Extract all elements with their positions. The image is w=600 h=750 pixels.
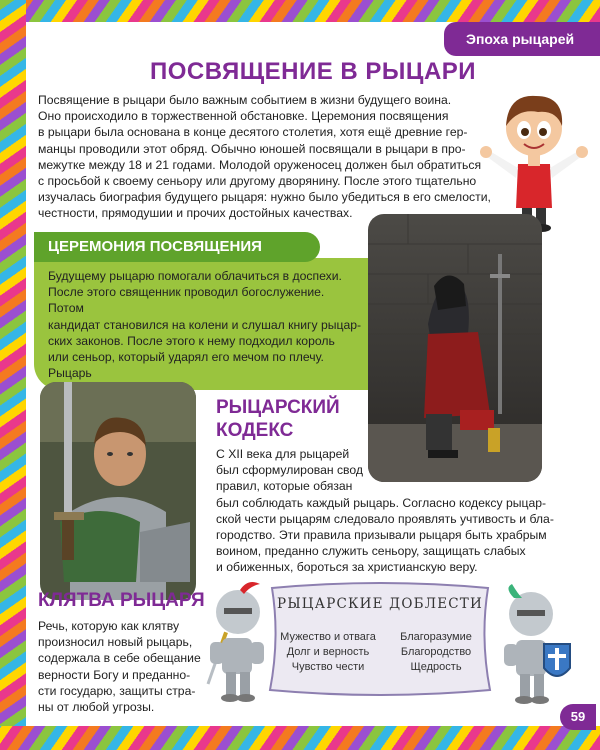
cartoon-knight-left-illustration <box>204 578 270 702</box>
code-line: был соблюдать каждый рыцарь. Согласно кодексу рыцар- <box>216 495 547 510</box>
intro-line: Оно происходило в торжественной обстановке. Церемония посвящения <box>38 109 449 124</box>
virtues-column-right <box>386 630 486 675</box>
page-title: ПОСВЯЩЕНИЕ В РЫЦАРИ <box>149 58 477 85</box>
code-line: был сформулирован свод <box>216 463 364 478</box>
ceremony-text-box <box>34 258 374 390</box>
knight-code-paragraph <box>216 446 556 576</box>
section-tab: Эпоха рыцарей <box>444 22 600 56</box>
cartoon-boy-illustration <box>478 82 590 232</box>
ceremony-line: кандидат становился на колени и слушал книгу рыцар- <box>48 317 362 332</box>
decorative-bottom-stripe <box>0 726 600 750</box>
knight-code-heading <box>216 396 356 442</box>
code-line: правил, которые обязан <box>216 479 353 494</box>
virtues-column-left <box>274 630 382 675</box>
oath-line: сти государю, защиты стра- <box>38 683 196 698</box>
virtue-item: Благородство <box>400 646 472 658</box>
ceremony-line: Будущему рыцарю помогали облачиться в доспехи. <box>48 269 342 283</box>
oath-line: Речь, которую как клятву <box>38 619 180 633</box>
intro-line: манцы проводили этот обряд. Обычно юношей посвящали в рыцари в про- <box>38 141 466 156</box>
intro-line: межутке между 18 и 21 годами. Молодой оруженосец должен был обратиться <box>38 157 482 172</box>
cartoon-knight-right-illustration <box>500 584 574 704</box>
virtues-title: РЫЦАРСКИЕ ДОБЛЕСТИ <box>277 596 483 612</box>
virtue-item: Мужество и отвага <box>280 631 376 643</box>
virtues-scroll <box>262 580 498 698</box>
intro-paragraph <box>38 92 493 222</box>
knight-code-heading-line: КОДЕКС <box>216 420 294 441</box>
decorative-left-stripe <box>0 0 26 750</box>
code-line: ской чести рыцарям следовало проявлять учтивость и бла- <box>216 511 554 526</box>
virtue-item: Благоразумие <box>400 631 472 643</box>
code-line: воином, преданно служить сеньору, защищать слабых <box>216 544 526 559</box>
intro-line: с просьбой к своему сеньору или другому дворянину. После этого тщательно <box>38 174 477 189</box>
ceremony-line: После этого священник проводил богослужение. Потом <box>48 285 325 316</box>
oath-line: верности Богу и преданно- <box>38 667 191 682</box>
oath-heading: КЛЯТВА РЫЦАРЯ <box>38 590 205 611</box>
code-line: С XII века для рыцарей <box>216 447 350 461</box>
intro-line: Посвящение в рыцари было важным событием в жизни будущего воина. <box>38 93 452 107</box>
code-line: и обиженных, бороться за христианскую веру. <box>216 560 478 575</box>
code-line: городство. Эти правила призывали рыцаря быть храбрым <box>216 528 547 543</box>
book-page <box>26 22 600 726</box>
decorative-top-stripe <box>0 0 600 22</box>
virtue-item: Щедрость <box>410 661 462 673</box>
intro-line: изучалась биография будущего рыцаря: нужно было убедиться в его смелости, <box>38 190 491 205</box>
oath-line: произносил новый рыцарь, <box>38 635 193 650</box>
page-number: 59 <box>560 704 596 730</box>
intro-line: в рыцари была основана в конце десятого столетия, хотя ещё древние гер- <box>38 125 468 140</box>
virtue-item: Чувство чести <box>291 661 365 673</box>
knight-code-heading-line: РЫЦАРСКИЙ <box>216 397 340 418</box>
oath-paragraph <box>38 618 208 715</box>
oath-line: содержала в себе обещание <box>38 651 201 666</box>
knight-with-sword-photo <box>40 382 196 600</box>
ceremony-line: или сеньор, который ударял его мечом по плечу. Рыцарь <box>48 350 324 381</box>
kneeling-knight-photo <box>368 214 542 482</box>
intro-line: честности, прямодушии и прочих достойных качествах. <box>38 206 353 221</box>
ceremony-line: ских законов. После этого к нему подходил король <box>48 333 335 348</box>
oath-line: ны от любой угрозы. <box>38 700 155 715</box>
ceremony-heading: ЦЕРЕМОНИЯ ПОСВЯЩЕНИЯ <box>34 232 320 262</box>
virtue-item: Долг и верность <box>286 646 370 658</box>
